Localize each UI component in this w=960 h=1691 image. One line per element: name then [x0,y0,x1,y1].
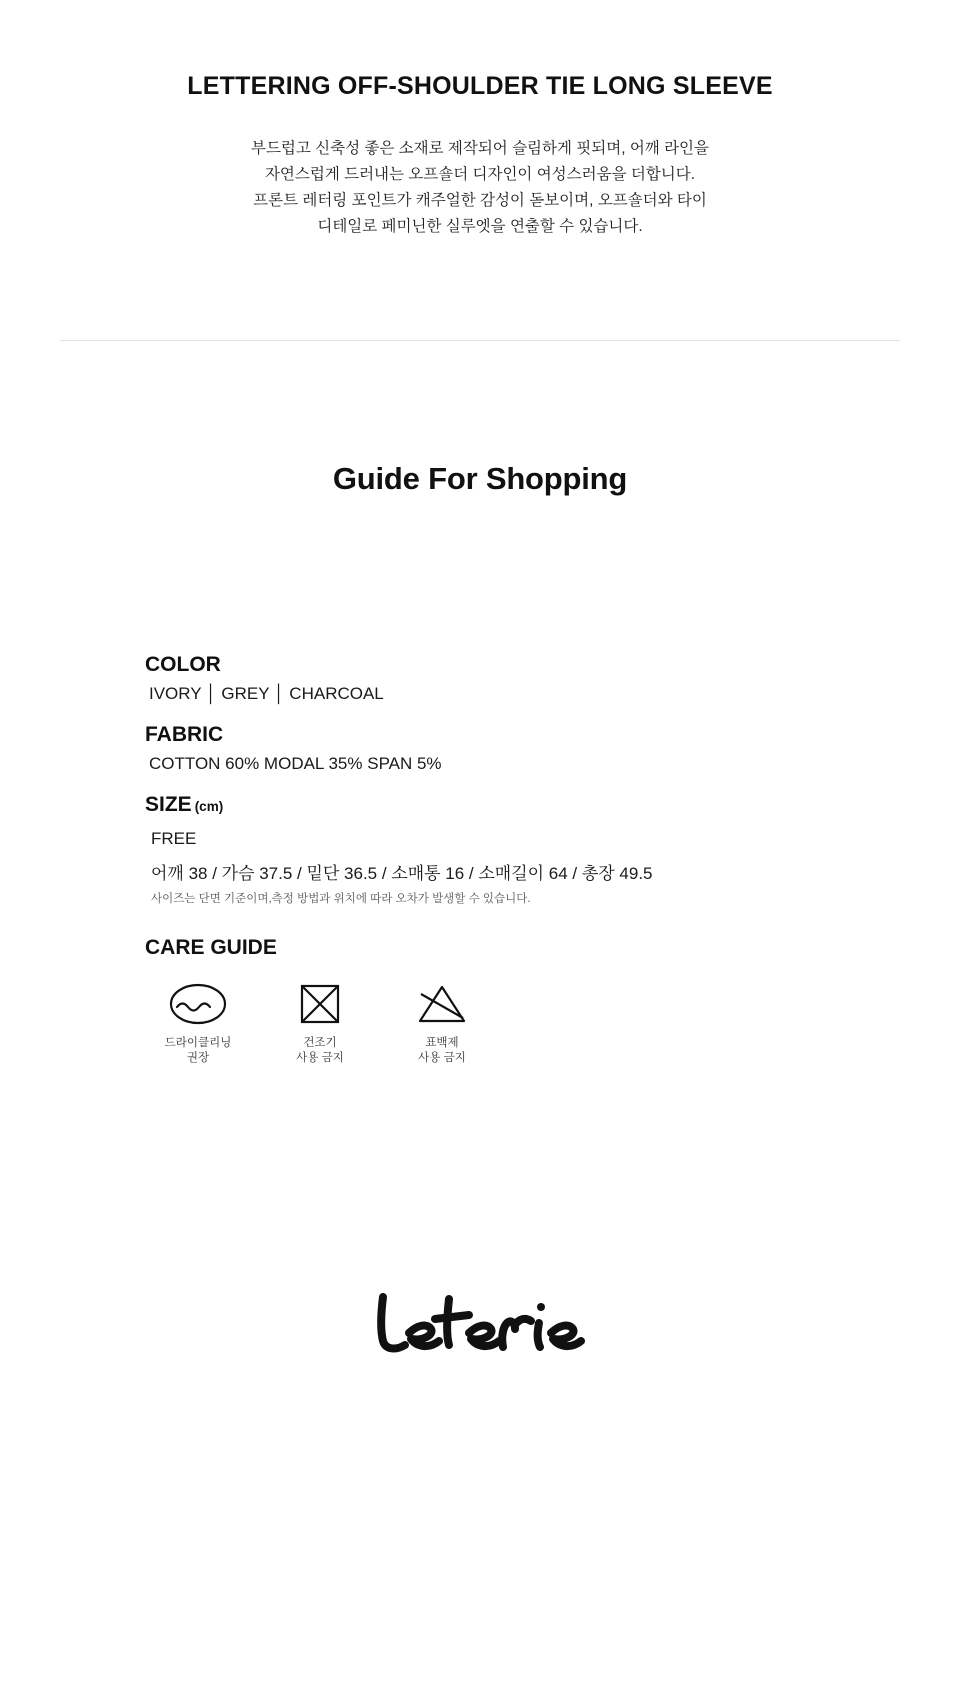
care-caption [399,1028,485,1066]
dry-clean-icon [166,980,230,1028]
description-line-4: 디테일로 페미닌한 실루엣을 연출할 수 있습니다. [317,218,643,235]
care-caption [155,1028,241,1066]
size-label [145,792,820,817]
care-item [277,980,363,1066]
care-caption [277,1028,363,1066]
care-guide-label: CARE GUIDE [145,936,277,960]
size-label-text: SIZE [145,793,192,817]
description-line-2: 자연스럽게 드러내는 오프숄더 디자인이 여성스러움을 더합니다. [264,166,696,183]
guide-heading: Guide For Shopping [332,461,628,496]
care-caption-line-1: 표백제 [425,1037,459,1050]
care-item [155,980,241,1066]
leterie-wordmark-icon [365,1281,595,1371]
care-caption-line-1: 드라이클리닝 [164,1037,232,1050]
care-caption-line-2: 사용 금지 [418,1052,466,1065]
fabric-label: FABRIC [145,723,224,747]
brand-logo [0,1066,960,1496]
care-caption-line-1: 건조기 [303,1037,337,1050]
no-bleach-icon [413,980,471,1028]
size-note: 사이즈는 단면 기준이며,측정 방법과 위치에 따라 오차가 발생할 수 있습니다. [151,893,531,906]
product-description [0,101,960,240]
care-caption-line-2: 사용 금지 [296,1052,344,1065]
size-unit: (cm) [194,799,224,815]
care-caption-line-2: 권장 [186,1052,210,1065]
size-measurements: 어깨 38 / 가슴 37.5 / 밑단 36.5 / 소매통 16 / 소매길이 64 / 총장 49.5 [151,864,653,884]
care-item [399,980,485,1066]
color-label: COLOR [145,653,221,676]
size-option: FREE [151,829,197,849]
care-icon-list [145,960,820,1066]
color-value: IVORY │ GREY │ CHARCOAL [149,684,384,704]
description-line-1: 부드럽고 신축성 좋은 소재로 제작되어 슬림하게 핏되며, 어깨 라인을 [250,140,709,157]
page-title: LETTERING OFF-SHOULDER TIE LONG SLEEVE [187,72,773,100]
description-line-3: 프론트 레터링 포인트가 캐주얼한 감성이 돋보이며, 오프숄더와 타이 [253,192,707,209]
fabric-value: COTTON 60% MODAL 35% SPAN 5% [149,754,442,774]
spec-list [140,497,820,1066]
no-tumble-dry-icon [293,980,347,1028]
